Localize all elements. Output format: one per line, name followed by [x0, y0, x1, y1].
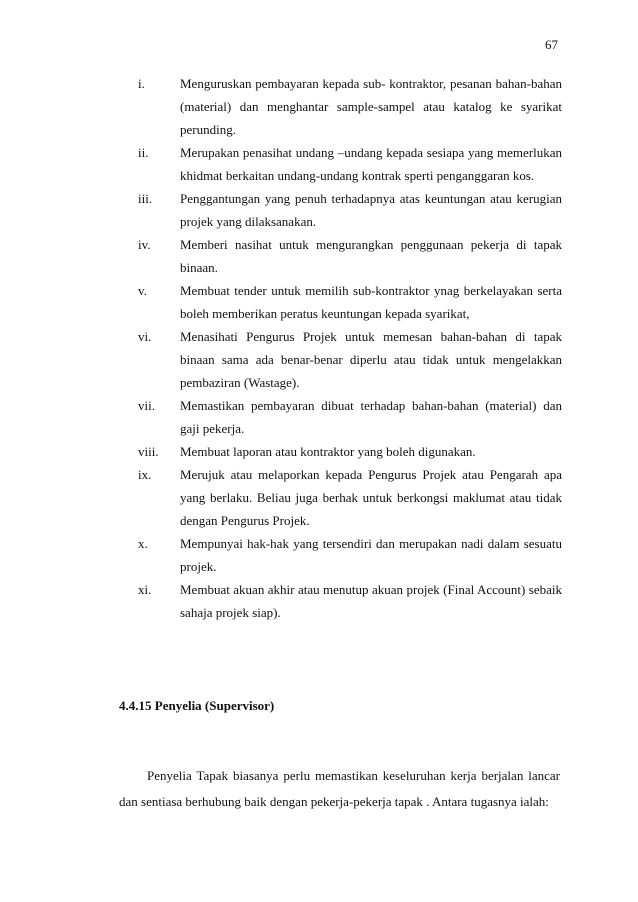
- list-item-numeral: vi.: [138, 329, 152, 344]
- list-item-text: Merupakan penasihat undang –undang kepada sesiapa yang memerlukan khidmat berkaitan undang-undang kontrak sperti penganggaran kos.: [180, 145, 562, 183]
- list-item-numeral: viii.: [138, 444, 159, 459]
- list-item: [0, 141, 638, 187]
- list-item-text: Membuat laporan atau kontraktor yang boleh digunakan.: [180, 444, 476, 459]
- list-item-numeral: x.: [138, 536, 148, 551]
- list-item-text: Mempunyai hak-hak yang tersendiri dan merupakan nadi dalam sesuatu projek.: [180, 536, 562, 574]
- list-item-numeral: v.: [138, 283, 147, 298]
- list-item-text: Memberi nasihat untuk mengurangkan penggunaan pekerja di tapak binaan.: [180, 237, 562, 275]
- list-item-text: Menguruskan pembayaran kepada sub- kontraktor, pesanan bahan-bahan (material) dan menghantar sample-sampel atau katalog ke syarikat perunding.: [180, 76, 562, 137]
- list-item-numeral: i.: [138, 76, 145, 91]
- section-heading: 4.4.15 Penyelia (Supervisor): [119, 698, 275, 713]
- list-item-numeral: ix.: [138, 467, 152, 482]
- list-item: [0, 463, 638, 532]
- list-item: [0, 440, 638, 463]
- list-item: [0, 187, 638, 233]
- list-item-text: Membuat akuan akhir atau menutup akuan projek (Final Account) sebaik sahaja projek siap).: [180, 582, 562, 620]
- list-item: [0, 233, 638, 279]
- list-item-numeral: iv.: [138, 237, 151, 252]
- list-item: [0, 532, 638, 578]
- list-item-numeral: vii.: [138, 398, 155, 413]
- list-item: [0, 72, 638, 141]
- list-item: [0, 279, 638, 325]
- page-number: 67: [545, 37, 558, 52]
- list-item-text: Menasihati Pengurus Projek untuk memesan bahan-bahan di tapak binaan sama ada benar-benar diperlu atau tidak untuk mengelakkan pembaziran (Wastage).: [180, 329, 562, 390]
- list-item-numeral: xi.: [138, 582, 152, 597]
- list-item-text: Merujuk atau melaporkan kepada Pengurus Projek atau Pengarah apa yang berlaku. Beliau juga berhak untuk berkongsi maklumat atau tidak dengan Pengurus Projek.: [180, 467, 562, 528]
- list-item-numeral: iii.: [138, 191, 153, 206]
- list-item-text: Memastikan pembayaran dibuat terhadap bahan-bahan (material) dan gaji pekerja.: [180, 398, 562, 436]
- list-item: [0, 325, 638, 394]
- list-item-numeral: ii.: [138, 145, 149, 160]
- list-item-text: Penggantungan yang penuh terhadapnya atas keuntungan atau kerugian projek yang dilaksanakan.: [180, 191, 562, 229]
- duties-list: [0, 72, 638, 624]
- list-item: [0, 394, 638, 440]
- list-item-text: Membuat tender untuk memilih sub-kontraktor ynag berkelayakan serta boleh memberikan peratus keuntungan kepada syarikat,: [180, 283, 562, 321]
- section-paragraph: Penyelia Tapak biasanya perlu memastikan keseluruhan kerja berjalan lancar dan sentiasa berhubung baik dengan pekerja-pekerja tapak . Antara tugasnya ialah:: [119, 768, 560, 809]
- list-item: [0, 578, 638, 624]
